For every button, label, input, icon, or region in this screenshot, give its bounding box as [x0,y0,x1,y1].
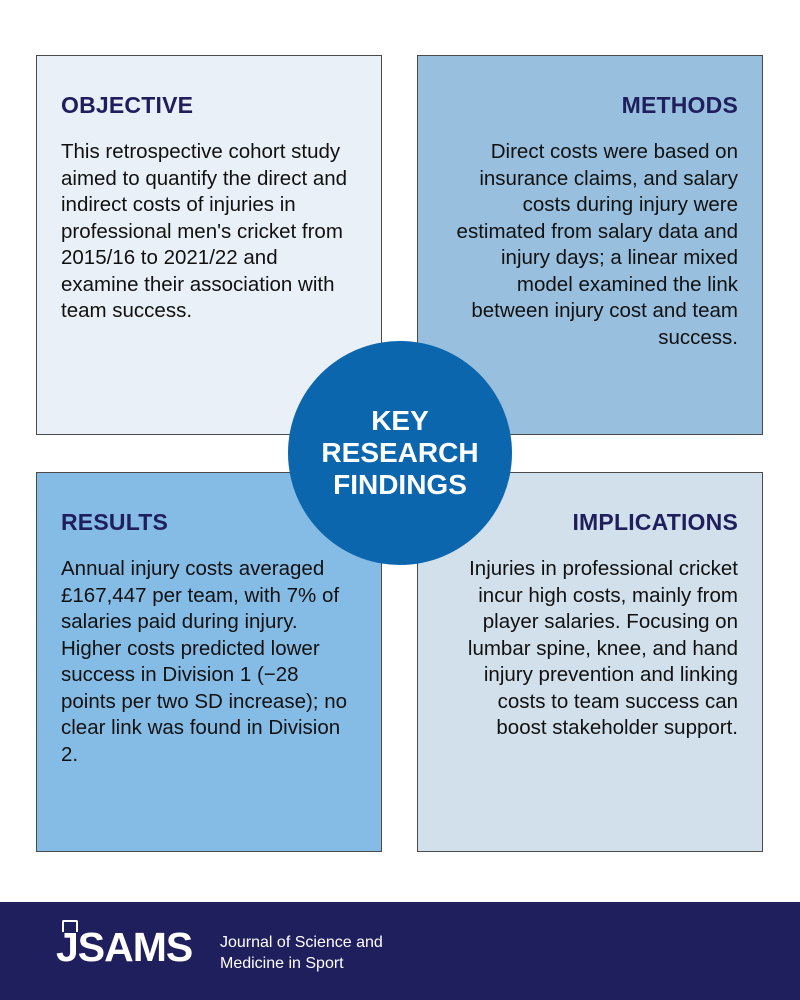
footer-bar [0,902,800,1000]
results-body: Annual injury costs averaged £167,447 per team, with 7% of salaries paid during injury. Higher costs predicted lower success in Division 1 (−28 points per two SD increase); no clear link was found in Division 2. [61,557,347,766]
methods-heading: METHODS [621,92,738,118]
implications-heading: IMPLICATIONS [572,509,738,535]
objective-body: This retrospective cohort study aimed to quantify the direct and indirect costs of injuries in professional men's cricket from 2015/16 to 2021/22 and examine their association with team success. [61,140,348,322]
methods-body: Direct costs were based on insurance claims, and salary costs during injury were estimated from salary data and injury days; a linear mixed model examined the link between injury cost and team success. [456,140,738,349]
key-findings-title: KEY RESEARCH FINDINGS [321,405,479,500]
jsams-logo: JSAMS [56,924,193,970]
objective-heading: OBJECTIVE [61,92,194,118]
key-findings-circle [288,341,512,565]
implications-body: Injuries in professional cricket incur high costs, mainly from player salaries. Focusing on lumbar spine, knee, and hand injury prevention and linking costs to team success can boost stakeholder support. [467,557,738,739]
results-heading: RESULTS [61,509,169,535]
journal-name: Journal of Science and Medicine in Sport [220,934,383,972]
